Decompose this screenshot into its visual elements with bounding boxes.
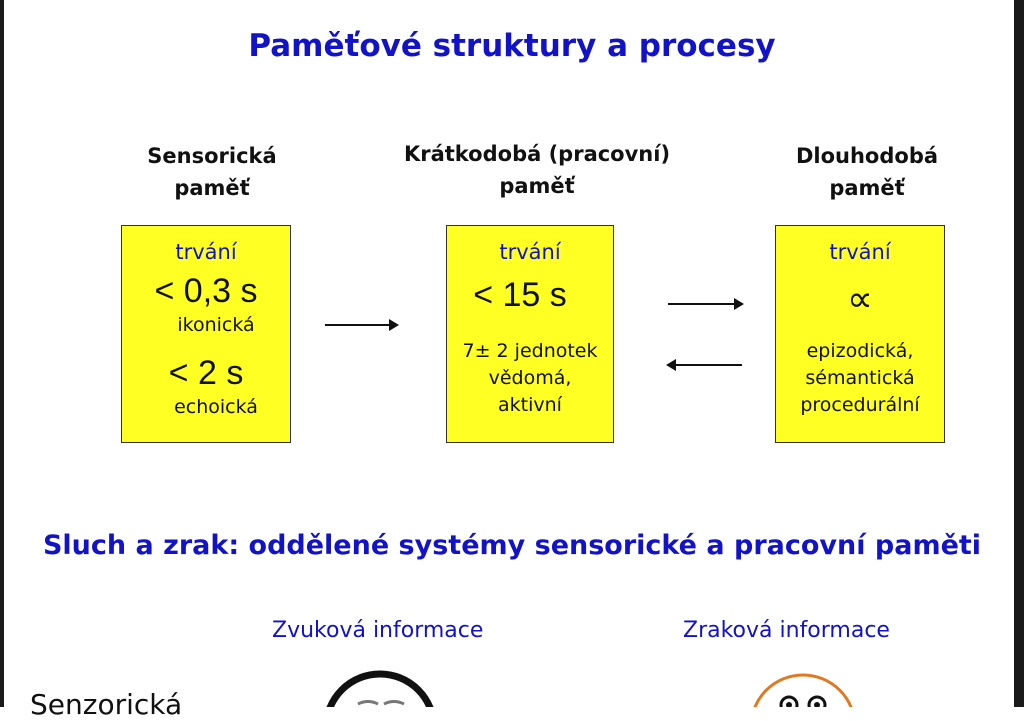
longterm-desc-2: sémantická [805,367,915,389]
sensory-iconic-label: ikonická [177,314,255,336]
shortterm-heading [372,138,702,202]
shortterm-memory-box [446,225,614,443]
sensory-memory-box [121,225,291,443]
longterm-memory-box [775,225,945,443]
arrow-longterm-to-shortterm [668,364,742,366]
shortterm-desc-3: aktivní [498,394,562,416]
longterm-heading-line2: paměť [829,176,905,200]
arrow-shortterm-to-longterm [668,303,742,305]
arrow-sensory-to-shortterm [325,324,397,326]
shortterm-heading-line1: Krátkodobá (pracovní) [403,142,671,166]
eye-circle-icon [745,665,865,707]
sensory-heading [112,140,312,204]
section-subtitle: Sluch a zrak: oddělené systémy sensorické a pracovní paměti [42,530,982,561]
ear-circle-icon [310,660,450,707]
longterm-desc-1: epizodická, [806,340,914,362]
sensory-echoic-label: echoická [174,396,258,418]
shortterm-desc-2: vědomá, [488,367,572,389]
longterm-heading-line1: Dlouhodobá [795,144,939,168]
left-frame-edge [0,0,4,707]
longterm-desc-3: procedurální [800,394,920,416]
sensory-duration-label: trvání [175,240,237,264]
longterm-heading [752,140,982,204]
page-title: Paměťové struktury a procesy [248,28,776,64]
sensory-row-label: Senzorická [30,688,183,721]
shortterm-duration-value: < 15 s [473,276,567,314]
sensory-heading-line2: paměť [174,176,250,200]
shortterm-duration-label: trvání [499,240,561,264]
sensory-iconic-value: < 0,3 s [154,272,258,310]
shortterm-heading-line2: paměť [499,174,575,198]
longterm-infinity-symbol: ∝ [847,278,873,319]
right-frame-edge [1014,0,1024,707]
sensory-echoic-value: < 2 s [168,354,244,392]
sensory-heading-line1: Sensorická [147,144,277,168]
longterm-duration-label: trvání [829,240,891,264]
visual-information-label: Zraková informace [683,618,890,643]
audio-information-label: Zvuková informace [272,618,484,643]
shortterm-desc-1: 7± 2 jednotek [462,340,598,362]
